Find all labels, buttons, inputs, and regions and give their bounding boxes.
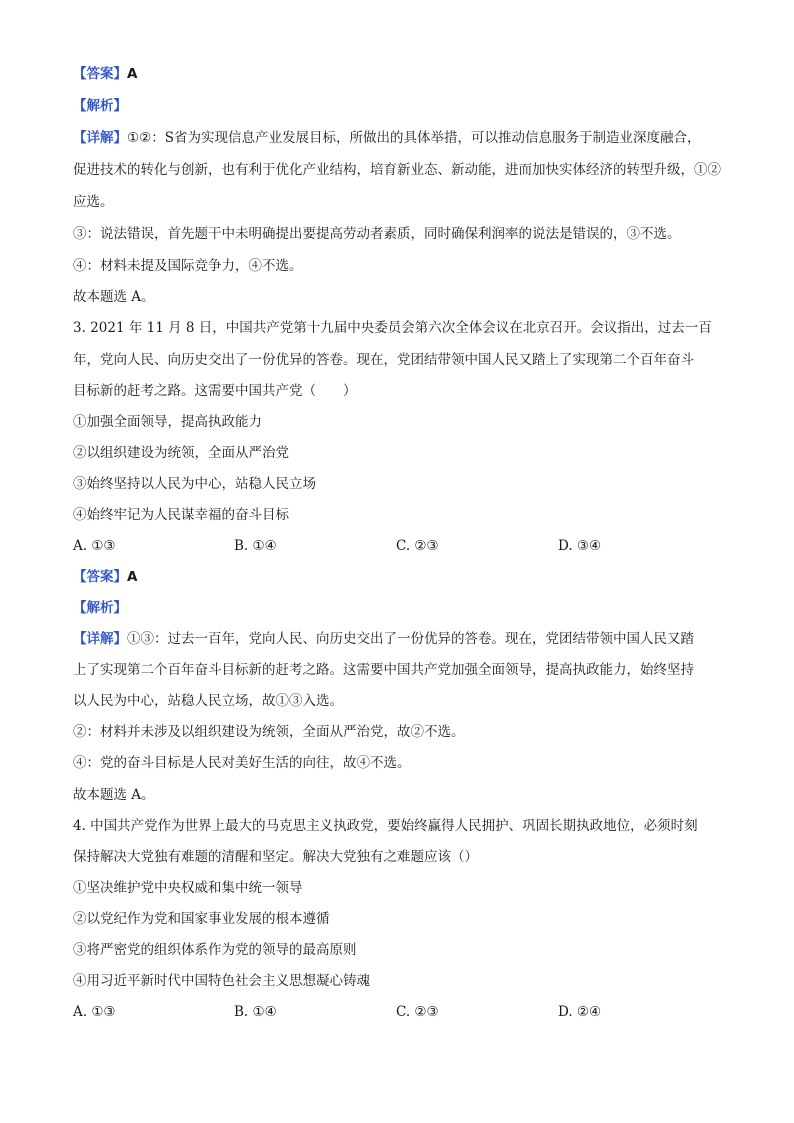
answer-value: A [127,569,138,585]
q3-stem-line-1: 3. 2021 年 11 月 8 日，中国共产党第十九届中央委员会第六次全体会议在北京召开。会议指出，过去一百 [73,320,712,336]
q3-statement: ①加强全面领导，提高执政能力 [73,414,262,430]
q3-option-b[interactable]: B. ①④ [234,538,277,554]
q2-answer-line [73,64,137,84]
detail-tag: 【详解】 [73,631,127,647]
q3-point-2: ②：材料并未涉及以组织建设为统领，全面从严治党，故②不选。 [73,724,465,740]
q4-stem-line-1: 4. 中国共产党作为世界上最大的马克思主义执政党，要始终赢得人民拥护、巩固长期执政地位，必须时刻 [73,818,698,834]
q4-option-c[interactable]: C. ②③ [396,1004,439,1020]
q2-analysis-line [73,96,127,116]
detail-text: ①③：过去一百年，党向人民、向历史交出了一份优异的答卷。现在，党团结带领中国人民又踏 [127,631,694,647]
detail-tag: 【详解】 [73,130,127,146]
q4-option-a[interactable]: A. ①③ [73,1004,116,1020]
q2-detail-line-2: 促进技术的转化与创新，也有利于优化产业结构，培育新业态、新动能，进而加快实体经济的转型升级，①② [73,162,721,178]
q2-point-3: ③：说法错误，首先题干中未明确提出要提高劳动者素质，同时确保利润率的说法是错误的，③不选。 [73,226,681,242]
q3-option-c[interactable]: C. ②③ [396,538,439,554]
detail-text: ①②：S省为实现信息产业发展目标，所做出的具体举措，可以推动信息服务于制造业深度融合， [127,130,701,146]
q3-point-4: ④：党的奋斗目标是人民对美好生活的向往，故④不选。 [73,755,411,771]
q4-statement: ①坚决维护党中央权威和集中统一领导 [73,880,303,896]
q3-detail-line-2: 上了实现第二个百年奋斗目标新的赶考之路。这需要中国共产党加强全面领导，提高执政能力，始终坚持 [73,662,694,678]
q2-point-4: ④：材料未提及国际竞争力，④不选。 [73,258,303,274]
answer-tag: 【答案】 [73,66,127,82]
q3-stem-line-2: 年，党向人民、向历史交出了一份优异的答卷。现在，党团结带领中国人民又踏上了实现第二个百年奋斗 [73,352,694,368]
q2-detail-line-3: 应选。 [73,194,114,210]
q3-detail-line-1 [73,629,694,649]
q4-stem-line-2: 保持解决大党独有难题的清醒和坚定。解决大党独有之难题应该（） [73,849,478,865]
q4-statement: ④用习近平新时代中国特色社会主义思想凝心铸魂 [73,973,370,989]
q3-option-a[interactable]: A. ①③ [73,538,116,554]
analysis-tag: 【解析】 [73,98,127,114]
q3-detail-line-3: 以人民为中心，站稳人民立场，故①③入选。 [73,693,343,709]
answer-value: A [127,66,138,82]
q3-stem-line-3: 目标新的赶考之路。这需要中国共产党（ ） [73,383,357,399]
q3-statement: ④始终牢记为人民谋幸福的奋斗目标 [73,507,289,523]
q3-statement: ②以组织建设为统领，全面从严治党 [73,445,289,461]
q3-answer-line [73,567,137,587]
q4-option-b[interactable]: B. ①④ [234,1004,277,1020]
q2-conclusion: 故本题选 A。 [73,289,155,305]
answer-tag: 【答案】 [73,569,127,585]
q2-detail-line-1 [73,128,700,148]
q4-statement: ③将严密党的组织体系作为党的领导的最高原则 [73,942,357,958]
analysis-tag: 【解析】 [73,600,127,616]
q3-option-d[interactable]: D. ③④ [558,538,602,554]
q4-statement: ②以党纪作为党和国家事业发展的根本遵循 [73,911,330,927]
q3-statement: ③始终坚持以人民为中心，站稳人民立场 [73,476,316,492]
q3-conclusion: 故本题选 A。 [73,787,155,803]
q4-option-d[interactable]: D. ②④ [558,1004,602,1020]
q3-analysis-line [73,598,127,618]
